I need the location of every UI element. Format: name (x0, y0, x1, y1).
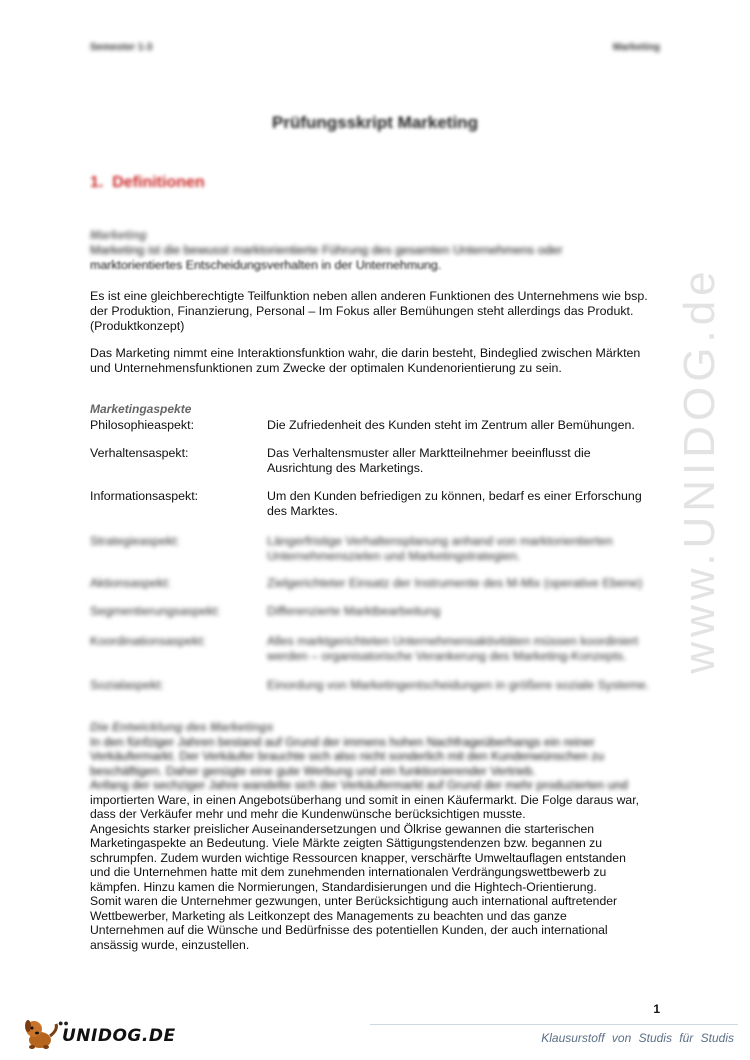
text-line: Zielgerichteter Einsatz der Instrumente des M-Mix (operative Ebene) (267, 576, 643, 590)
text-line: Marketingaspekte an Bedeutung. Viele Märkte zeigten Sättigungstendenzen bzw. begannen zu (90, 836, 603, 850)
text-line: marktorientiertes Entscheidungsverhalten in der Unternehmung. (90, 258, 442, 272)
text-line: Ausrichtung des Marketings. (267, 461, 424, 475)
text-line: Marketing ist die bewusst marktorientierte Führung des gesamten Unternehmens oder (90, 243, 563, 257)
dog-icon (22, 1014, 62, 1054)
aspects-heading: Marketingaspekte (90, 402, 192, 416)
aspect-value (267, 634, 665, 664)
header-left: Semester 1-3 (90, 42, 153, 53)
aspect-value (267, 489, 665, 519)
text-line: Das Marketing nimmt eine Interaktionsfunktion wahr, die darin besteht, Bindeglied zwischen Märkten (90, 346, 641, 360)
text-line: Längerfristige Verhaltensplanung anhand von marktorientierten (267, 534, 613, 548)
marketing-definition (90, 228, 665, 273)
text-line: werden – organisatorische Verankerung des Marketing-Konzepts. (267, 649, 627, 663)
text-line: Alles marktgerichteten Unternehmensaktivitäten müssen koordiniert (267, 634, 639, 648)
text-line: importierten Ware, in einen Angebotsüberhang und somit in einen Käufermarkt. Die Folge daraus war, (90, 792, 639, 807)
paragraph-interaktion (90, 346, 665, 376)
header-right: Marketing (612, 42, 660, 53)
text-line: beschäftigen. Daher genügte eine gute Werbung und ein funktionierender Vertrieb. (90, 763, 536, 778)
aspect-key: Koordinationsaspekt: (90, 634, 206, 648)
text-line: schrumpfen. Zudem wurden wichtige Ressourcen knapper, verschärfte Umweltauflagen entstanden (90, 850, 626, 865)
text-line: des Marktes. (267, 504, 338, 518)
text-line: Differenzierte Marktbearbeitung (267, 604, 441, 618)
marketing-heading: Marketing (90, 228, 147, 242)
paw-icon: ●● (58, 1018, 69, 1028)
aspect-value (267, 678, 665, 693)
text-line: Die Zufriedenheit des Kunden steht im Zentrum aller Bemühungen. (267, 418, 635, 432)
text-line: Um den Kunden befriedigen zu können, bedarf es einer Erforschung (267, 489, 642, 503)
footer-claim: Klausurstoff von Studis für Studis (541, 1031, 734, 1045)
text-line: Verkäufermarkt. Der Verkäufer brauchte sich also nicht sonderlich mit den Kundenwünschen zu (90, 749, 605, 763)
aspect-value (267, 576, 665, 591)
aspect-value (267, 604, 665, 619)
aspect-value (267, 534, 665, 564)
history-heading: Die Entwicklung des Marketings (90, 720, 274, 734)
document-title: Prüfungsskript Marketing (272, 113, 478, 132)
footer-divider (370, 1024, 738, 1025)
text-line: kämpfen. Hinzu kamen die Normierungen, Standardisierungen und die Hightech-Orientierung. (90, 879, 597, 894)
text-line: Wettbewerber, Marketing als Leitkonzept des Managements zu beachten und das ganze (90, 908, 567, 923)
text-line: (Produktkonzept) (90, 319, 185, 333)
section-heading (90, 174, 205, 192)
aspect-key: Strategieaspekt: (90, 534, 180, 548)
aspect-key: Verhaltensaspekt: (90, 446, 189, 460)
watermark: www.UNIDOG.de (675, 266, 724, 674)
aspect-key: Informationsaspekt: (90, 489, 199, 503)
logo-text: UNIDOG.DE (62, 1026, 176, 1046)
text-line: ansässig wurde, einzustellen. (90, 937, 250, 952)
page-number: 1 (653, 1002, 660, 1016)
text-line: und die Unternehmen hatte mit dem zunehmenden internationalen Verdrängungswettbewerb zu (90, 865, 607, 879)
text-line: dass der Verkäufer mehr und mehr die Kundenwünsche berücksichtigen musste. (90, 807, 526, 821)
history-section (90, 720, 665, 952)
text-line: Anfang der sechziger Jahre wandelte sich der Verkäufermarkt auf Grund der mehr produzierten und (90, 778, 628, 792)
aspect-key: Sozialaspekt: (90, 678, 164, 692)
text-line: Es ist eine gleichberechtigte Teilfunktion neben allen anderen Funktionen des Unternehmens wie bsp. (90, 289, 648, 303)
text-line: Einordung von Marketingentscheidungen in größere soziale Systeme. (267, 678, 650, 692)
section-title: Definitionen (112, 174, 205, 191)
text-line: Unternehmen auf die Wünsche und Bedürfnisse des potentiellen Kunden, der auch international (90, 923, 608, 937)
aspect-key: Segmentierungsaspekt: (90, 604, 221, 618)
text-line: Unternehmenszielen und Marketingstrategien. (267, 549, 521, 563)
section-number: 1. (90, 174, 104, 191)
unidog-logo (22, 1014, 182, 1054)
text-line: Angesichts starker preislicher Auseinandersetzungen und Ölkrise gewannen die starterischen (90, 821, 595, 836)
aspect-key: Aktionsaspekt: (90, 576, 171, 590)
text-line: Somit waren die Unternehmer gezwungen, unter Berücksichtigung auch international auftretender (90, 894, 618, 908)
aspect-value (267, 446, 665, 476)
paragraph-teilfunktion (90, 289, 665, 334)
text-line: der Produktion, Finanzierung, Personal – Im Fokus aller Bemühungen steht allerdings das Produkt. (90, 304, 634, 318)
text-line: In den fünfziger Jahren bestand auf Grund der immens hohen Nachfrageüberhangs ein reiner (90, 734, 595, 749)
text-line: Das Verhaltensmuster aller Marktteilnehmer beeinflusst die (267, 446, 591, 460)
text-line: und Unternehmensfunktionen zum Zwecke der optimalen Kundenorientierung zu sein. (90, 361, 562, 375)
aspect-value (267, 418, 665, 433)
aspect-key: Philosophieaspekt: (90, 418, 195, 432)
